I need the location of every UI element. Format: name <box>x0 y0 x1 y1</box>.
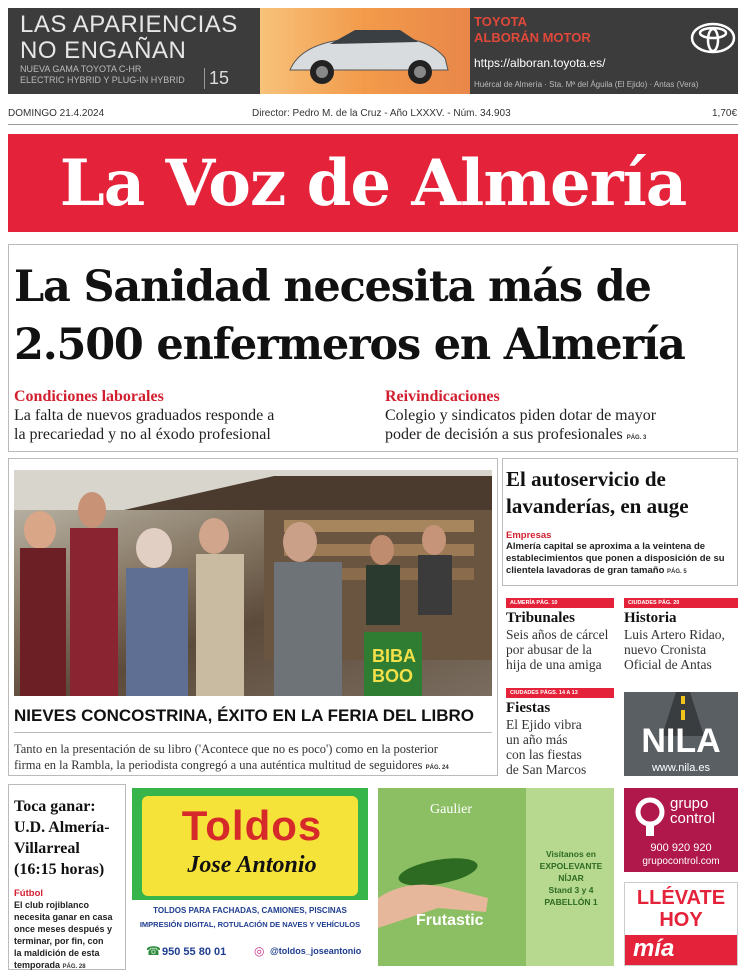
ad-slogan-line1: LAS APARIENCIAS <box>20 11 238 38</box>
lavanderias-sub3: clientela lavadoras de gran tamaño <box>506 565 665 576</box>
lavanderias-title1: El autoservicio de <box>506 467 666 491</box>
toldos-phone: 950 55 80 01 <box>162 946 227 958</box>
book-fair-photo[interactable] <box>14 470 492 696</box>
brief-line: por abusar de la <box>506 642 592 657</box>
toyota-ad-banner[interactable] <box>8 8 738 94</box>
brief-line: Oficial de Antas <box>624 657 712 672</box>
issue-price: 1,70€ <box>712 108 738 119</box>
llevate-line1: LLÉVATE <box>636 887 726 909</box>
photo-headline[interactable]: NIEVES CONCOSTRINA, ÉXITO EN LA FERIA DEL LIBRO <box>14 706 474 725</box>
ad-model-line1: NUEVA GAMA TOYOTA C-HR <box>20 64 142 74</box>
grupo-control-phone: 900 920 920 <box>650 842 712 854</box>
photo-caption-line2: firma en la Rambla, la periodista congregó a una auténtica multitud de seguidores <box>14 758 423 772</box>
car-image <box>260 8 470 94</box>
frutastic-visit-line: Visítanos en <box>546 849 596 859</box>
toldos-ad[interactable] <box>132 788 368 966</box>
grupo-control-line2: control <box>670 810 716 827</box>
frutastic-visit <box>528 848 614 908</box>
brief-tag: CIUDADES PÁGS. 14 A 13 <box>506 688 614 698</box>
lead-left-sub1: La falta de nuevos graduados responde a <box>14 407 275 424</box>
photo-caption-line1: Tanto en la presentación de su libro ('Acontece que no es poco') como en la posterior <box>14 742 438 756</box>
football-headline[interactable] <box>14 796 124 880</box>
football-deck <box>14 888 124 973</box>
llevate-line3: mía <box>633 935 675 962</box>
brief-title: Fiestas <box>506 700 551 716</box>
football-line: necesita ganar en casa <box>14 912 113 922</box>
brief-line: Luis Artero Ridao, <box>624 627 725 642</box>
nila-ad[interactable] <box>624 692 738 776</box>
brief-line: de San Marcos <box>506 762 587 777</box>
lavanderias-kicker: Empresas <box>506 530 552 541</box>
brief-line: con las fiestas <box>506 747 582 762</box>
toyota-logo-icon <box>690 22 736 54</box>
grupo-control-ad[interactable] <box>624 788 738 872</box>
dealer-line2: ALBORÁN MOTOR <box>474 30 591 45</box>
lavanderias-sub1: Almería capital se aproxima a la veintena de <box>506 541 706 552</box>
football-line: la maldición de esta <box>14 948 100 958</box>
divider <box>8 124 738 125</box>
ad-slogan <box>20 12 238 64</box>
football-title4: (16:15 horas) <box>14 861 105 878</box>
football-title3: Villarreal <box>14 840 80 857</box>
crowd-photo-icon <box>14 470 492 696</box>
ad-url[interactable]: https://alboran.toyota.es/ <box>474 56 606 70</box>
brief-historia[interactable] <box>624 598 738 672</box>
football-line: terminar, por fin, con <box>14 936 104 946</box>
brief-line: hija de una amiga <box>506 657 602 672</box>
stall-sign-line2: BOO <box>372 666 414 686</box>
lavanderias-headline[interactable] <box>506 466 736 520</box>
masthead[interactable]: La Voz de Almería <box>8 134 738 232</box>
lavanderias-sub2: establecimientos que ponen a disposición de su <box>506 553 725 564</box>
ad-slogan-line2: NO ENGAÑAN <box>20 37 187 64</box>
football-title2: U.D. Almería- <box>14 819 110 836</box>
brief-line: El Ejido vibra <box>506 717 582 732</box>
brief-fiestas[interactable] <box>506 688 614 777</box>
brief-tag: CIUDADES PÁG. 20 <box>624 598 738 608</box>
stall-sign-line1: BIBA <box>372 646 416 666</box>
toldos-line1: TOLDOS PARA FACHADAS, CAMIONES, PISCINAS <box>153 906 347 915</box>
lead-left-sub2: la precariedad y no al éxodo profesional <box>14 426 271 443</box>
brief-tribunales[interactable] <box>506 598 614 672</box>
lead-right-sub1: Colegio y sindicatos piden dotar de mayor <box>385 407 657 424</box>
lead-headline[interactable] <box>14 258 734 374</box>
brief-line: nuevo Cronista <box>624 642 707 657</box>
football-line: El club rojiblanco <box>14 900 90 910</box>
toldos-social: @toldos_joseantonio <box>270 946 362 956</box>
llevate-line2: HOY <box>659 909 703 931</box>
issue-director: Director: Pedro M. de la Cruz - Año LXXXV. - Núm. 34.903 <box>252 108 511 119</box>
lead-right-sub2: poder de decisión a sus profesionales <box>385 426 623 443</box>
frutastic-brand2: Frutastic <box>416 912 484 929</box>
page-ref: PÁG. 3 <box>626 435 647 441</box>
llevate-hoy-ad[interactable] <box>624 882 738 966</box>
brief-line: un año más <box>506 732 568 747</box>
page-ref: PÁG. 28 <box>62 964 86 970</box>
dealer-line1: TOYOTA <box>474 14 527 29</box>
ad-model-line2: ELECTRIC HYBRID Y PLUG-IN HYBRID <box>20 75 185 85</box>
brief-title: Tribunales <box>506 610 575 626</box>
ad-model <box>20 64 185 86</box>
lead-right-kicker: Reivindicaciones <box>385 388 500 405</box>
nila-brand: NILA <box>641 722 721 760</box>
instagram-icon: ◎ <box>254 944 265 958</box>
phone-icon: ☎ <box>146 944 161 958</box>
frutastic-ad[interactable] <box>378 788 614 966</box>
grupo-control-url: grupocontrol.com <box>642 856 720 867</box>
football-line: temporada <box>14 960 61 970</box>
football-line: once meses después y <box>14 924 113 934</box>
brief-tag: ALMERÍA PÁG. 10 <box>506 598 614 608</box>
football-kicker: Fútbol <box>14 888 44 899</box>
frutastic-visit-line: NÍJAR <box>558 873 584 883</box>
lead-headline-line1: La Sanidad necesita más de <box>14 262 651 312</box>
issue-date: DOMINGO 21.4.2024 <box>8 108 105 119</box>
divider <box>14 732 492 733</box>
ad-badge: 15 <box>204 68 229 89</box>
lavanderias-title2: lavanderías, en auge <box>506 494 689 518</box>
brief-line: Seis años de cárcel <box>506 627 609 642</box>
lead-right-deck[interactable] <box>385 388 735 448</box>
football-title1: Toca ganar: <box>14 798 96 815</box>
frutastic-visit-line: Stand 3 y 4 <box>548 885 594 895</box>
photo-caption <box>14 741 492 776</box>
ad-address: Huércal de Almería · Sta. Mª del Águila (El Ejido) · Antas (Vera) <box>474 80 699 89</box>
frutastic-brand1: Gaulier <box>430 802 472 817</box>
toldos-brand: Toldos <box>181 802 323 849</box>
frutastic-visit-line: PABELLÓN 1 <box>544 897 598 907</box>
grupo-control-logo-icon <box>634 796 666 838</box>
nila-url: www.nila.es <box>651 762 711 774</box>
page-ref: PÁG. 5 <box>667 569 687 575</box>
brief-title: Historia <box>624 610 677 626</box>
lead-headline-line2: 2.500 enfermeros en Almería <box>14 320 685 370</box>
toldos-name: Jose Antonio <box>187 852 317 878</box>
page-ref: PÁG. 24 <box>425 765 449 771</box>
lead-left-deck[interactable] <box>14 388 374 444</box>
dealer-name <box>474 14 591 46</box>
toldos-line2: IMPRESIÓN DIGITAL, ROTULACIÓN DE NAVES Y VEHÍCULOS <box>139 920 361 929</box>
frutastic-visit-line: EXPOLEVANTE <box>539 861 603 871</box>
grupo-control-line1: grupo <box>670 795 709 812</box>
lavanderias-deck <box>506 530 736 578</box>
grupo-control-brand <box>670 796 715 826</box>
lead-left-kicker: Condiciones laborales <box>14 388 164 405</box>
car-icon <box>260 8 470 94</box>
